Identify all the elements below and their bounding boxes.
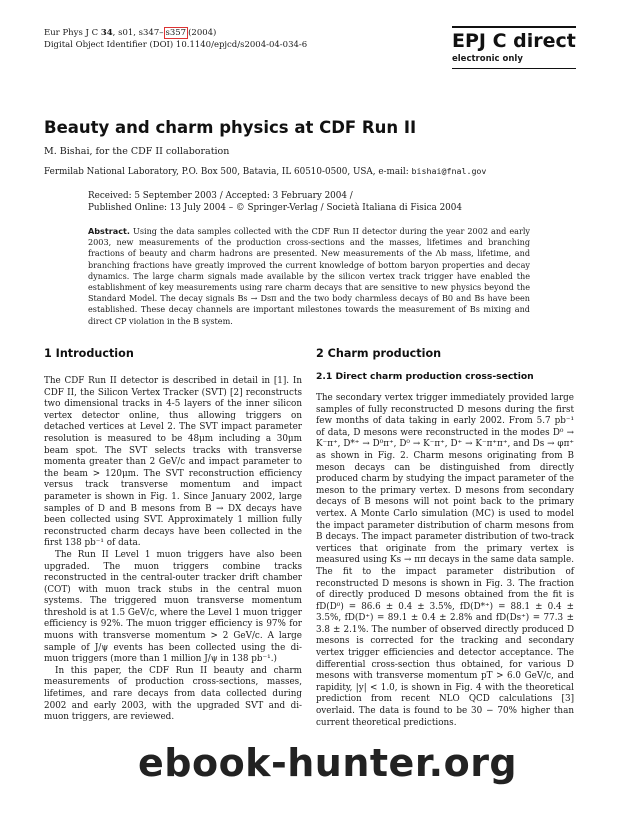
paper-title: Beauty and charm physics at CDF Run II — [44, 118, 417, 137]
journal-name: Eur Phys J C — [44, 28, 99, 38]
abstract-text: Using the data samples collected with the CDF Run II detector during the year 2002 and early 2003, new measurements of the production cross-sections and the masses, lifetimes and branching fractions of beauty and charm hadrons are presented. New measurements of the Λb mass, lifetime, and branching fractions have greatly improved the current knowledge of bottom baryon properties and decay dynamics. The large charm signals made available by the silicon vertex track trigger have enabled the establishment of key measurements using rare charm decays that are sensitive to new physics beyond the Standard Model. The decay signals Bs → Dsπ and the two body charmless decays of B0 and Bs have been established. These decay channels are important milestones towards the measurement of Bs mixing and direct CP violation in the B system. — [88, 226, 530, 326]
author-line: M. Bishai, for the CDF II collaboration — [44, 146, 230, 157]
doi-line: Digital Object Identifier (DOI) 10.1140/epjcd/s2004-04-034-6 — [44, 39, 308, 50]
journal-header — [44, 28, 307, 51]
subsection-title-cross-section: 2.1 Direct charm production cross-section — [316, 371, 534, 382]
received-line: Received: 5 September 2003 / Accepted: 3 February 2004 / — [88, 191, 353, 201]
brand-top-rule — [452, 26, 576, 28]
volume-number: 34 — [100, 28, 113, 38]
abstract — [88, 226, 530, 327]
section-title-introduction: 1 Introduction — [44, 347, 134, 360]
brand-subtitle: electronic only — [452, 54, 523, 64]
citation-line — [44, 28, 307, 40]
intro-paragraph-3: In this paper, the CDF Run II beauty and charm measurements of production cross-sections, masses, lifetimes, and rare decays from data collected during 2002 and early 2003, with the upgraded SVT and di-muon triggers, are reviewed. — [44, 665, 302, 723]
brand-bottom-rule — [452, 68, 576, 69]
intro-paragraph-2: The Run II Level 1 muon triggers have also been upgraded. The muon triggers combine tracks reconstructed in the central-outer tracker drift chamber (COT) with muon track stubs in the central muon systems. The triggered muon transverse momentum threshold is at 1.5 GeV/c, where the Level 1 muon trigger efficiency is 92%. The muon trigger efficiency is 97% for muons with transverse momentum > 2 GeV/c. A large sample of J/ψ events has been collected using the di-muon triggers (more than 1 million J/ψ in 138 pb⁻¹.) — [44, 549, 302, 665]
published-line: Published Online: 13 July 2004 – © Springer-Verlag / Società Italiana di Fisica 2004 — [88, 203, 462, 213]
affiliation — [44, 166, 486, 177]
charm-paragraph-1: The secondary vertex trigger immediately provided large samples of fully reconstructed D mesons during the first few months of data taking in early 2002. From 5.7 pb⁻¹ of data, D mesons were reconstructed in the modes D⁰ → K⁻π⁺, D*⁺ → D⁰π⁺, D⁰ → K⁻π⁺, D⁺ → K⁻π⁺π⁺, and Ds → φπ⁺ as shown in Fig. 2. Charm mesons originating from B meson decays can be distinguished from directly produced charm by studying the impact parameter of the meson to the primary vertex. D mesons from secondary decays of B mesons will not point back to the primary vertex. A Monte Carlo simulation (MC) is used to model the impact parameter distribution of charm mesons from B decays. The impact parameter distribution of two-track vertices that originate from the primary vertex is measured using Ks → ππ decays in the same data sample. The fit to the impact parameter distribution of reconstructed D mesons is shown in Fig. 3. The fraction of directly produced D mesons obtained from the fit is fD(D⁰) = 86.6 ± 0.4 ± 3.5%, fD(D*⁺) = 88.1 ± 0.4 ± 3.5%, fD(D⁺) = 89.1 ± 0.4 ± 2.8% and fD(Ds⁺) = 77.3 ± 3.8 ± 2.1%. The number of observed directly produced D mesons is corrected for the tracking and secondary vertex trigger efficiencies and detector acceptance. The differential cross-section thus obtained, for various D mesons with transverse momentum pT > 6.0 GeV/c, and rapidity, |y| < 1.0, is shown in Fig. 4 with the theoretical prediction from recent NLO QCD calculations [3] overlaid. The data is found to be 30 − 70% higher than current theoretical predictions. — [316, 393, 574, 728]
abstract-label: Abstract. — [88, 226, 130, 236]
affiliation-text: Fermilab National Laboratory, P.O. Box 500, Batavia, IL 60510-0500, USA, e-mail: — [44, 167, 409, 177]
year: (2004) — [188, 28, 217, 38]
email-link[interactable]: bishai@fnal.gov — [411, 166, 487, 176]
right-column — [316, 393, 574, 729]
brand-name: EPJ C direct — [452, 30, 576, 52]
left-column — [44, 376, 302, 724]
intro-paragraph-1: The CDF Run II detector is described in detail in [1]. In CDF II, the Silicon Vertex Tracker (SVT) [2] reconstructs two dimensional tracks in 4-5 layers of the inner silicon vertex detector online, thus allowing triggers on detached vertices at Level 2. The SVT impact parameter resolution is measured to be 48μm including a 30μm beam spot. The SVT selects tracks with transverse momenta greater than 2 GeV/c and impact parameter to the beam > 120μm. The SVT reconstruction efficiency versus track transverse momentum and impact parameter is shown in Fig. 1. Since January 2002, large samples of D and B mesons from B → DX decays have been collected using SVT. Approximately 1 million fully reconstructed charm decays have been collected in the first 138 pb⁻¹ of data. — [44, 376, 302, 549]
dates-block — [88, 190, 462, 214]
section-title-charm: 2 Charm production — [316, 347, 442, 360]
page-range: , s01, s347– — [112, 28, 164, 38]
page-end-link[interactable]: s357 — [165, 28, 187, 38]
watermark: ebook-hunter.org — [138, 741, 518, 785]
journal-brand — [452, 26, 576, 69]
